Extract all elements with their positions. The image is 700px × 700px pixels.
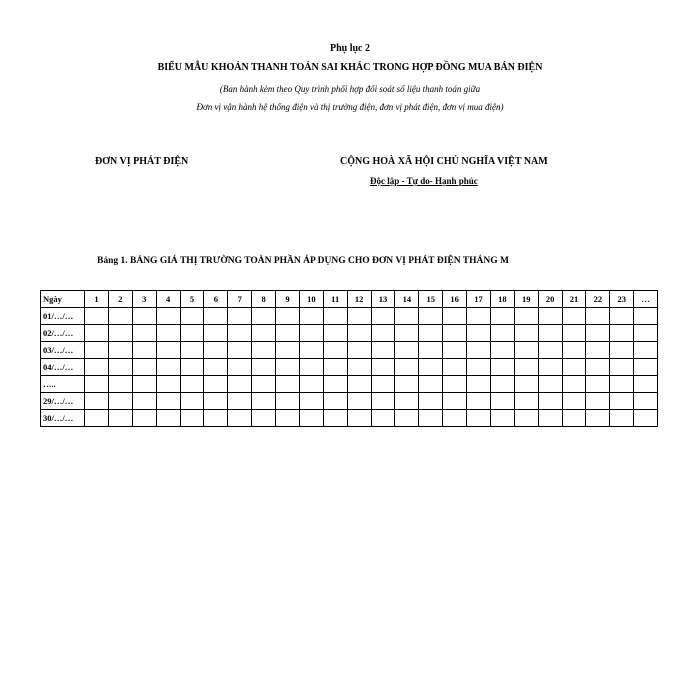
price-cell [514, 325, 538, 342]
price-cell [180, 376, 204, 393]
price-cell [514, 359, 538, 376]
price-cell [371, 342, 395, 359]
price-cell [634, 308, 658, 325]
price-cell [108, 308, 132, 325]
column-header-hour: 13 [371, 291, 395, 308]
price-cell [252, 410, 276, 427]
price-cell [419, 342, 443, 359]
price-cell [180, 342, 204, 359]
price-cell [395, 325, 419, 342]
price-cell [323, 410, 347, 427]
price-cell [634, 393, 658, 410]
column-header-hour: … [634, 291, 658, 308]
price-cell [443, 325, 467, 342]
column-header-hour: 11 [323, 291, 347, 308]
row-date-label: 03/…/… [41, 342, 85, 359]
price-cell [419, 325, 443, 342]
price-cell [443, 308, 467, 325]
price-cell [395, 376, 419, 393]
price-cell [490, 308, 514, 325]
price-cell [347, 325, 371, 342]
price-cell [610, 410, 634, 427]
table-row [41, 393, 658, 410]
column-header-hour: 5 [180, 291, 204, 308]
column-header-hour: 21 [562, 291, 586, 308]
price-cell [323, 393, 347, 410]
price-cell [252, 393, 276, 410]
price-cell [85, 308, 109, 325]
price-cell [610, 342, 634, 359]
row-date-label: 30/…/… [41, 410, 85, 427]
column-header-hour: 19 [514, 291, 538, 308]
price-cell [490, 325, 514, 342]
price-cell [252, 325, 276, 342]
price-cell [276, 359, 300, 376]
price-cell [419, 359, 443, 376]
price-cell [180, 410, 204, 427]
price-cell [323, 359, 347, 376]
price-cell [443, 342, 467, 359]
column-header-hour: 9 [276, 291, 300, 308]
price-cell [443, 359, 467, 376]
price-cell [204, 359, 228, 376]
generating-unit-label: ĐƠN VỊ PHÁT ĐIỆN [95, 156, 189, 167]
price-cell [156, 342, 180, 359]
price-cell [108, 359, 132, 376]
price-cell [538, 393, 562, 410]
price-cell [252, 359, 276, 376]
column-header-hour: 6 [204, 291, 228, 308]
price-cell [395, 308, 419, 325]
price-cell [562, 342, 586, 359]
price-cell [228, 376, 252, 393]
price-cell [634, 359, 658, 376]
price-cell [586, 393, 610, 410]
price-cell [299, 410, 323, 427]
price-cell [586, 376, 610, 393]
price-cell [634, 342, 658, 359]
price-cell [132, 376, 156, 393]
price-cell [371, 325, 395, 342]
row-date-label: 02/…/… [41, 325, 85, 342]
price-cell [514, 342, 538, 359]
price-cell [538, 325, 562, 342]
price-cell [586, 410, 610, 427]
price-cell [85, 376, 109, 393]
price-cell [252, 376, 276, 393]
row-date-label: ….. [41, 376, 85, 393]
column-header-hour: 20 [538, 291, 562, 308]
column-header-hour: 23 [610, 291, 634, 308]
price-cell [490, 359, 514, 376]
price-cell [419, 376, 443, 393]
motto-label: Độc lập - Tự do- Hạnh phúc [370, 176, 478, 186]
price-cell [204, 410, 228, 427]
table-header-row [41, 291, 658, 308]
table-row [41, 376, 658, 393]
price-cell [467, 308, 491, 325]
price-cell [467, 325, 491, 342]
price-cell [276, 410, 300, 427]
price-cell [228, 393, 252, 410]
row-date-label: 29/…/… [41, 393, 85, 410]
price-cell [371, 376, 395, 393]
price-cell [228, 342, 252, 359]
price-cell [490, 410, 514, 427]
price-cell [299, 359, 323, 376]
price-cell [395, 359, 419, 376]
price-cell [252, 342, 276, 359]
column-header-hour: 16 [443, 291, 467, 308]
price-cell [538, 359, 562, 376]
price-cell [634, 410, 658, 427]
price-cell [371, 359, 395, 376]
price-cell [610, 308, 634, 325]
subtitle-line-2: Đơn vị vận hành hệ thống điện và thị trường điện, đơn vị phát điện, đơn vị mua điện) [196, 102, 504, 112]
price-cell [586, 359, 610, 376]
table-row [41, 410, 658, 427]
price-cell [276, 325, 300, 342]
price-cell [371, 308, 395, 325]
price-cell [108, 393, 132, 410]
column-header-hour: 12 [347, 291, 371, 308]
column-header-hour: 22 [586, 291, 610, 308]
price-cell [156, 359, 180, 376]
price-cell [108, 342, 132, 359]
price-cell [347, 308, 371, 325]
column-header-hour: 4 [156, 291, 180, 308]
price-cell [323, 376, 347, 393]
price-cell [156, 376, 180, 393]
price-cell [252, 308, 276, 325]
price-cell [562, 359, 586, 376]
price-cell [514, 393, 538, 410]
price-cell [156, 325, 180, 342]
price-cell [347, 342, 371, 359]
appendix-label: Phụ lục 2 [329, 43, 370, 54]
price-cell [514, 376, 538, 393]
nation-label: CỘNG HOÀ XÃ HỘI CHỦ NGHĨA VIỆT NAM [340, 156, 548, 167]
price-cell [156, 308, 180, 325]
price-cell [586, 325, 610, 342]
price-cell [371, 410, 395, 427]
price-cell [419, 308, 443, 325]
price-cell [276, 393, 300, 410]
price-cell [490, 376, 514, 393]
column-header-hour: 8 [252, 291, 276, 308]
price-cell [85, 410, 109, 427]
column-header-hour: 7 [228, 291, 252, 308]
price-cell [132, 325, 156, 342]
price-cell [610, 376, 634, 393]
price-cell [562, 376, 586, 393]
price-cell [443, 410, 467, 427]
price-cell [443, 393, 467, 410]
price-cell [108, 410, 132, 427]
price-cell [467, 393, 491, 410]
table-row [41, 325, 658, 342]
price-cell [85, 393, 109, 410]
column-header-hour: 15 [419, 291, 443, 308]
price-cell [514, 308, 538, 325]
price-cell [228, 325, 252, 342]
price-cell [108, 376, 132, 393]
column-header-hour: 14 [395, 291, 419, 308]
price-cell [132, 393, 156, 410]
price-cell [299, 308, 323, 325]
price-cell [371, 393, 395, 410]
price-cell [323, 308, 347, 325]
price-cell [443, 376, 467, 393]
form-title: BIỂU MẪU KHOẢN THANH TOÁN SAI KHÁC TRONG HỢP ĐỒNG MUA BÁN ĐIỆN [157, 62, 543, 73]
price-cell [228, 410, 252, 427]
column-header-hour: 17 [467, 291, 491, 308]
price-cell [204, 325, 228, 342]
price-cell [299, 342, 323, 359]
price-cell [347, 393, 371, 410]
price-cell [467, 376, 491, 393]
price-cell [562, 393, 586, 410]
price-cell [586, 342, 610, 359]
price-cell [204, 393, 228, 410]
price-cell [395, 410, 419, 427]
price-cell [132, 359, 156, 376]
price-cell [85, 325, 109, 342]
price-cell [562, 410, 586, 427]
price-cell [108, 325, 132, 342]
price-cell [228, 359, 252, 376]
price-cell [467, 410, 491, 427]
price-cell [347, 359, 371, 376]
column-header-hour: 10 [299, 291, 323, 308]
price-cell [299, 325, 323, 342]
price-cell [395, 393, 419, 410]
price-cell [538, 410, 562, 427]
column-header-hour: 18 [490, 291, 514, 308]
table-row [41, 359, 658, 376]
price-cell [490, 342, 514, 359]
price-cell [634, 325, 658, 342]
price-cell [538, 342, 562, 359]
price-cell [467, 342, 491, 359]
row-date-label: 04/…/… [41, 359, 85, 376]
price-cell [419, 410, 443, 427]
price-cell [85, 342, 109, 359]
price-cell [634, 376, 658, 393]
column-header-hour: 1 [85, 291, 109, 308]
price-cell [610, 393, 634, 410]
column-header-hour: 3 [132, 291, 156, 308]
price-cell [562, 325, 586, 342]
price-cell [180, 308, 204, 325]
price-cell [586, 308, 610, 325]
price-cell [180, 359, 204, 376]
price-cell [323, 325, 347, 342]
price-cell [156, 410, 180, 427]
price-cell [347, 376, 371, 393]
price-cell [276, 342, 300, 359]
table-row [41, 342, 658, 359]
price-cell [347, 410, 371, 427]
price-cell [132, 410, 156, 427]
price-cell [180, 393, 204, 410]
price-table [40, 290, 658, 427]
price-cell [299, 393, 323, 410]
price-cell [538, 376, 562, 393]
price-cell [276, 376, 300, 393]
price-cell [610, 325, 634, 342]
price-cell [132, 308, 156, 325]
price-cell [538, 308, 562, 325]
price-cell [395, 342, 419, 359]
price-cell [299, 376, 323, 393]
price-cell [228, 308, 252, 325]
price-cell [204, 342, 228, 359]
price-cell [276, 308, 300, 325]
column-header-hour: 2 [108, 291, 132, 308]
column-header-day: Ngày [41, 291, 85, 308]
row-date-label: 01/…/… [41, 308, 85, 325]
price-cell [610, 359, 634, 376]
table-title: Bảng 1. BẢNG GIÁ THỊ TRƯỜNG TOÀN PHẦN ÁP DỤNG CHO ĐƠN VỊ PHÁT ĐIỆN THÁNG M [97, 256, 509, 266]
price-cell [180, 325, 204, 342]
price-cell [490, 393, 514, 410]
subtitle-line-1: (Ban hành kèm theo Quy trình phối hợp đối soát số liệu thanh toán giữa [219, 84, 481, 94]
price-cell [85, 359, 109, 376]
price-cell [132, 342, 156, 359]
price-cell [156, 393, 180, 410]
price-cell [419, 393, 443, 410]
table-row [41, 308, 658, 325]
price-cell [467, 359, 491, 376]
price-cell [204, 308, 228, 325]
price-cell [204, 376, 228, 393]
price-cell [323, 342, 347, 359]
price-cell [514, 410, 538, 427]
price-cell [562, 308, 586, 325]
